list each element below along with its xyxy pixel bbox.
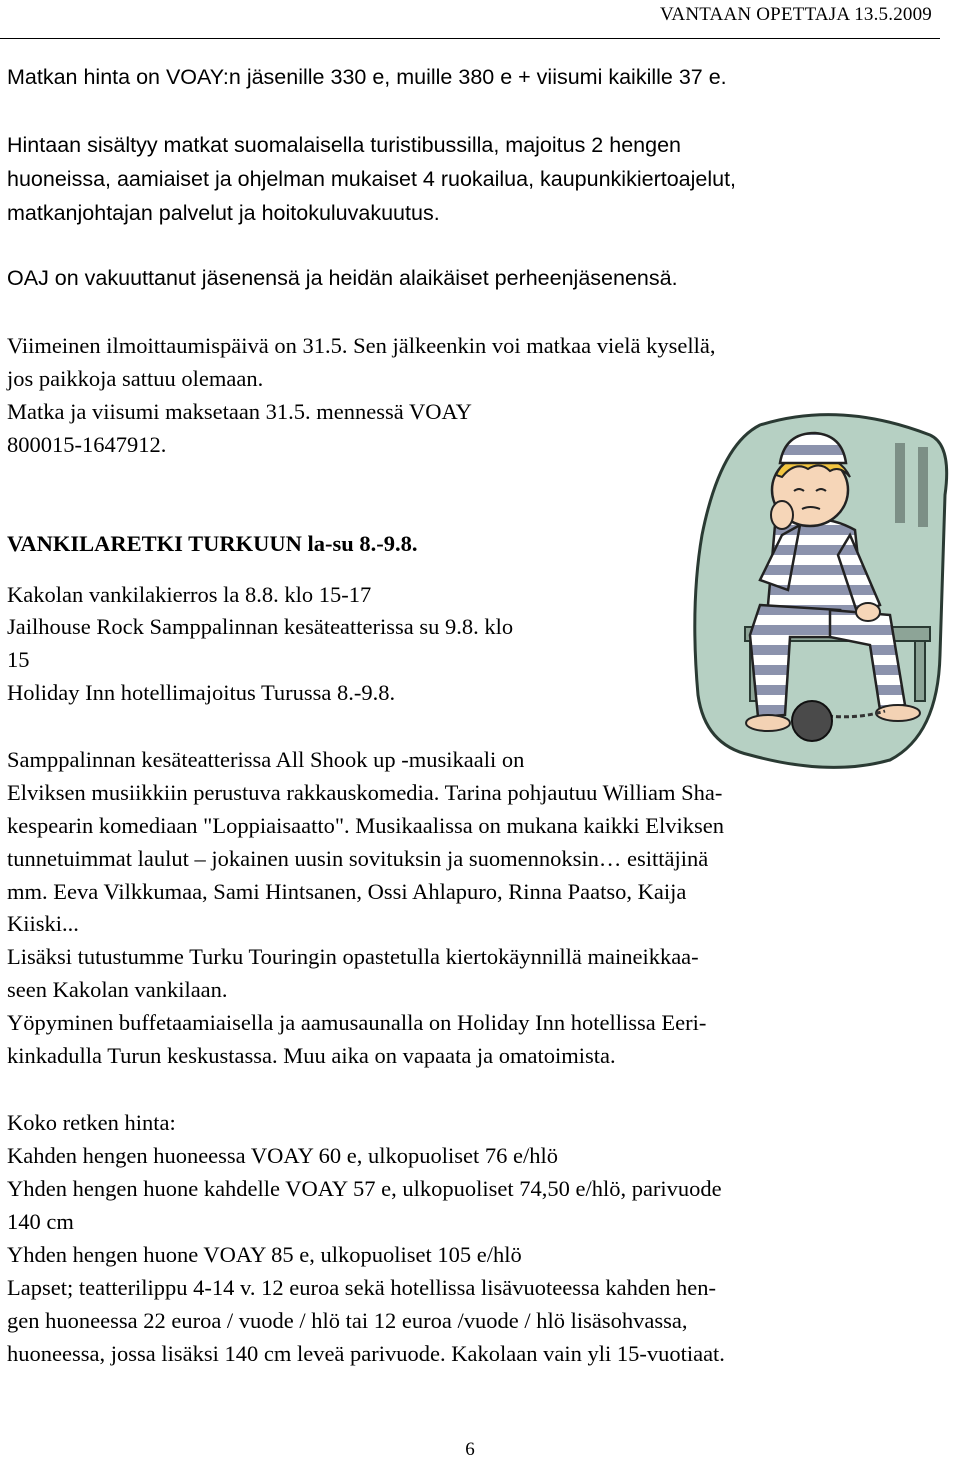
pricing-heading: Koko retken hinta: [7,1110,176,1135]
pricing-line: huoneessa, jossa lisäksi 140 cm leveä parivuode. Kakolaan vain yli 15-vuotiaat. [7,1341,725,1366]
schedule-line: Kakolan vankilakierros la 8.8. klo 15-17 [7,582,372,607]
account-number: 800015-1647912. [7,432,167,457]
pricing-line: gen huoneessa 22 euroa / vuode / hlö tai 12 euroa /vuode / hlö lisäsohvassa, [7,1308,688,1333]
description-line: kinkadulla Turun keskustassa. Muu aika on vapaata ja omatoimista. [7,1043,616,1068]
includes-line: matkanjohtajan palvelut ja hoitokuluvakuutus. [7,201,440,225]
description-line: seen Kakolan vankilaan. [7,977,228,1002]
header-title: VANTAAN OPETTAJA 13.5.2009 [659,4,932,25]
page-number: 6 [465,1439,475,1460]
description-line: mm. Eeva Vilkkumaa, Sami Hintsanen, Ossi Ahlapuro, Rinna Paatso, Kaija [7,879,687,904]
page-header [0,0,940,39]
description-line: Elviksen musiikkiin perustuva rakkauskomedia. Tarina pohjautuu William Sha- [7,780,723,805]
deadline-line: jos paikkoja sattuu olemaan. [7,366,264,391]
prisoner-illustration-icon [690,405,950,775]
description-line: tunnetuimmat laulut – jokainen uusin sovituksin ja suomennoksin… esittäjinä [7,846,709,871]
pricing-line: Yhden hengen huone VOAY 85 e, ulkopuoliset 105 e/hlö [7,1242,522,1267]
schedule-line: 15 [7,647,30,672]
deadline-line: Matka ja viisumi maksetaan 31.5. mennessä VOAY [7,399,472,424]
includes-line: huoneissa, aamiaiset ja ohjelman mukaiset 4 ruokailua, kaupunkikiertoajelut, [7,167,737,191]
schedule-line: Holiday Inn hotellimajoitus Turussa 8.-9.8. [7,680,396,705]
pricing-line: Lapset; teatterilippu 4-14 v. 12 euroa sekä hotellissa lisävuoteessa kahden hen- [7,1275,716,1300]
description-line: Lisäksi tutustumme Turku Touringin opastetulla kiertokäynnillä maineikkaa- [7,944,699,969]
pricing-line: Yhden hengen huone kahdelle VOAY 57 e, ulkopuoliset 74,50 e/hlö, parivuode [7,1176,722,1201]
description-line: Yöpyminen buffetaamiaisella ja aamusaunalla on Holiday Inn hotellissa Eeri- [7,1010,707,1035]
description-line: Samppalinnan kesäteatterissa All Shook up -musikaali on [7,747,525,772]
price-text: Matkan hinta on VOAY:n jäsenille 330 e, muille 380 e + viisumi kaikille 37 e. [7,65,727,89]
trip-heading: VANKILARETKI TURKUUN la-su 8.-9.8. [7,531,418,556]
deadline-line: Viimeinen ilmoittaumispäivä on 31.5. Sen jälkeenkin voi matkaa vielä kysellä, [7,333,716,358]
schedule-line: Jailhouse Rock Samppalinnan kesäteatterissa su 9.8. klo [7,614,514,639]
insurance-text: OAJ on vakuuttanut jäsenensä ja heidän alaikäiset perheenjäsenensä. [7,266,678,290]
pricing-line: Kahden hengen huoneessa VOAY 60 e, ulkopuoliset 76 e/hlö [7,1143,558,1168]
description-line: kespearin komediaan "Loppiaisaatto". Musikaalissa on mukana kaikki Elviksen [7,813,724,838]
description-line: Kiiski... [7,911,79,936]
includes-line: Hintaan sisältyy matkat suomalaisella turistibussilla, majoitus 2 hengen [7,133,681,157]
pricing-line: 140 cm [7,1209,74,1234]
